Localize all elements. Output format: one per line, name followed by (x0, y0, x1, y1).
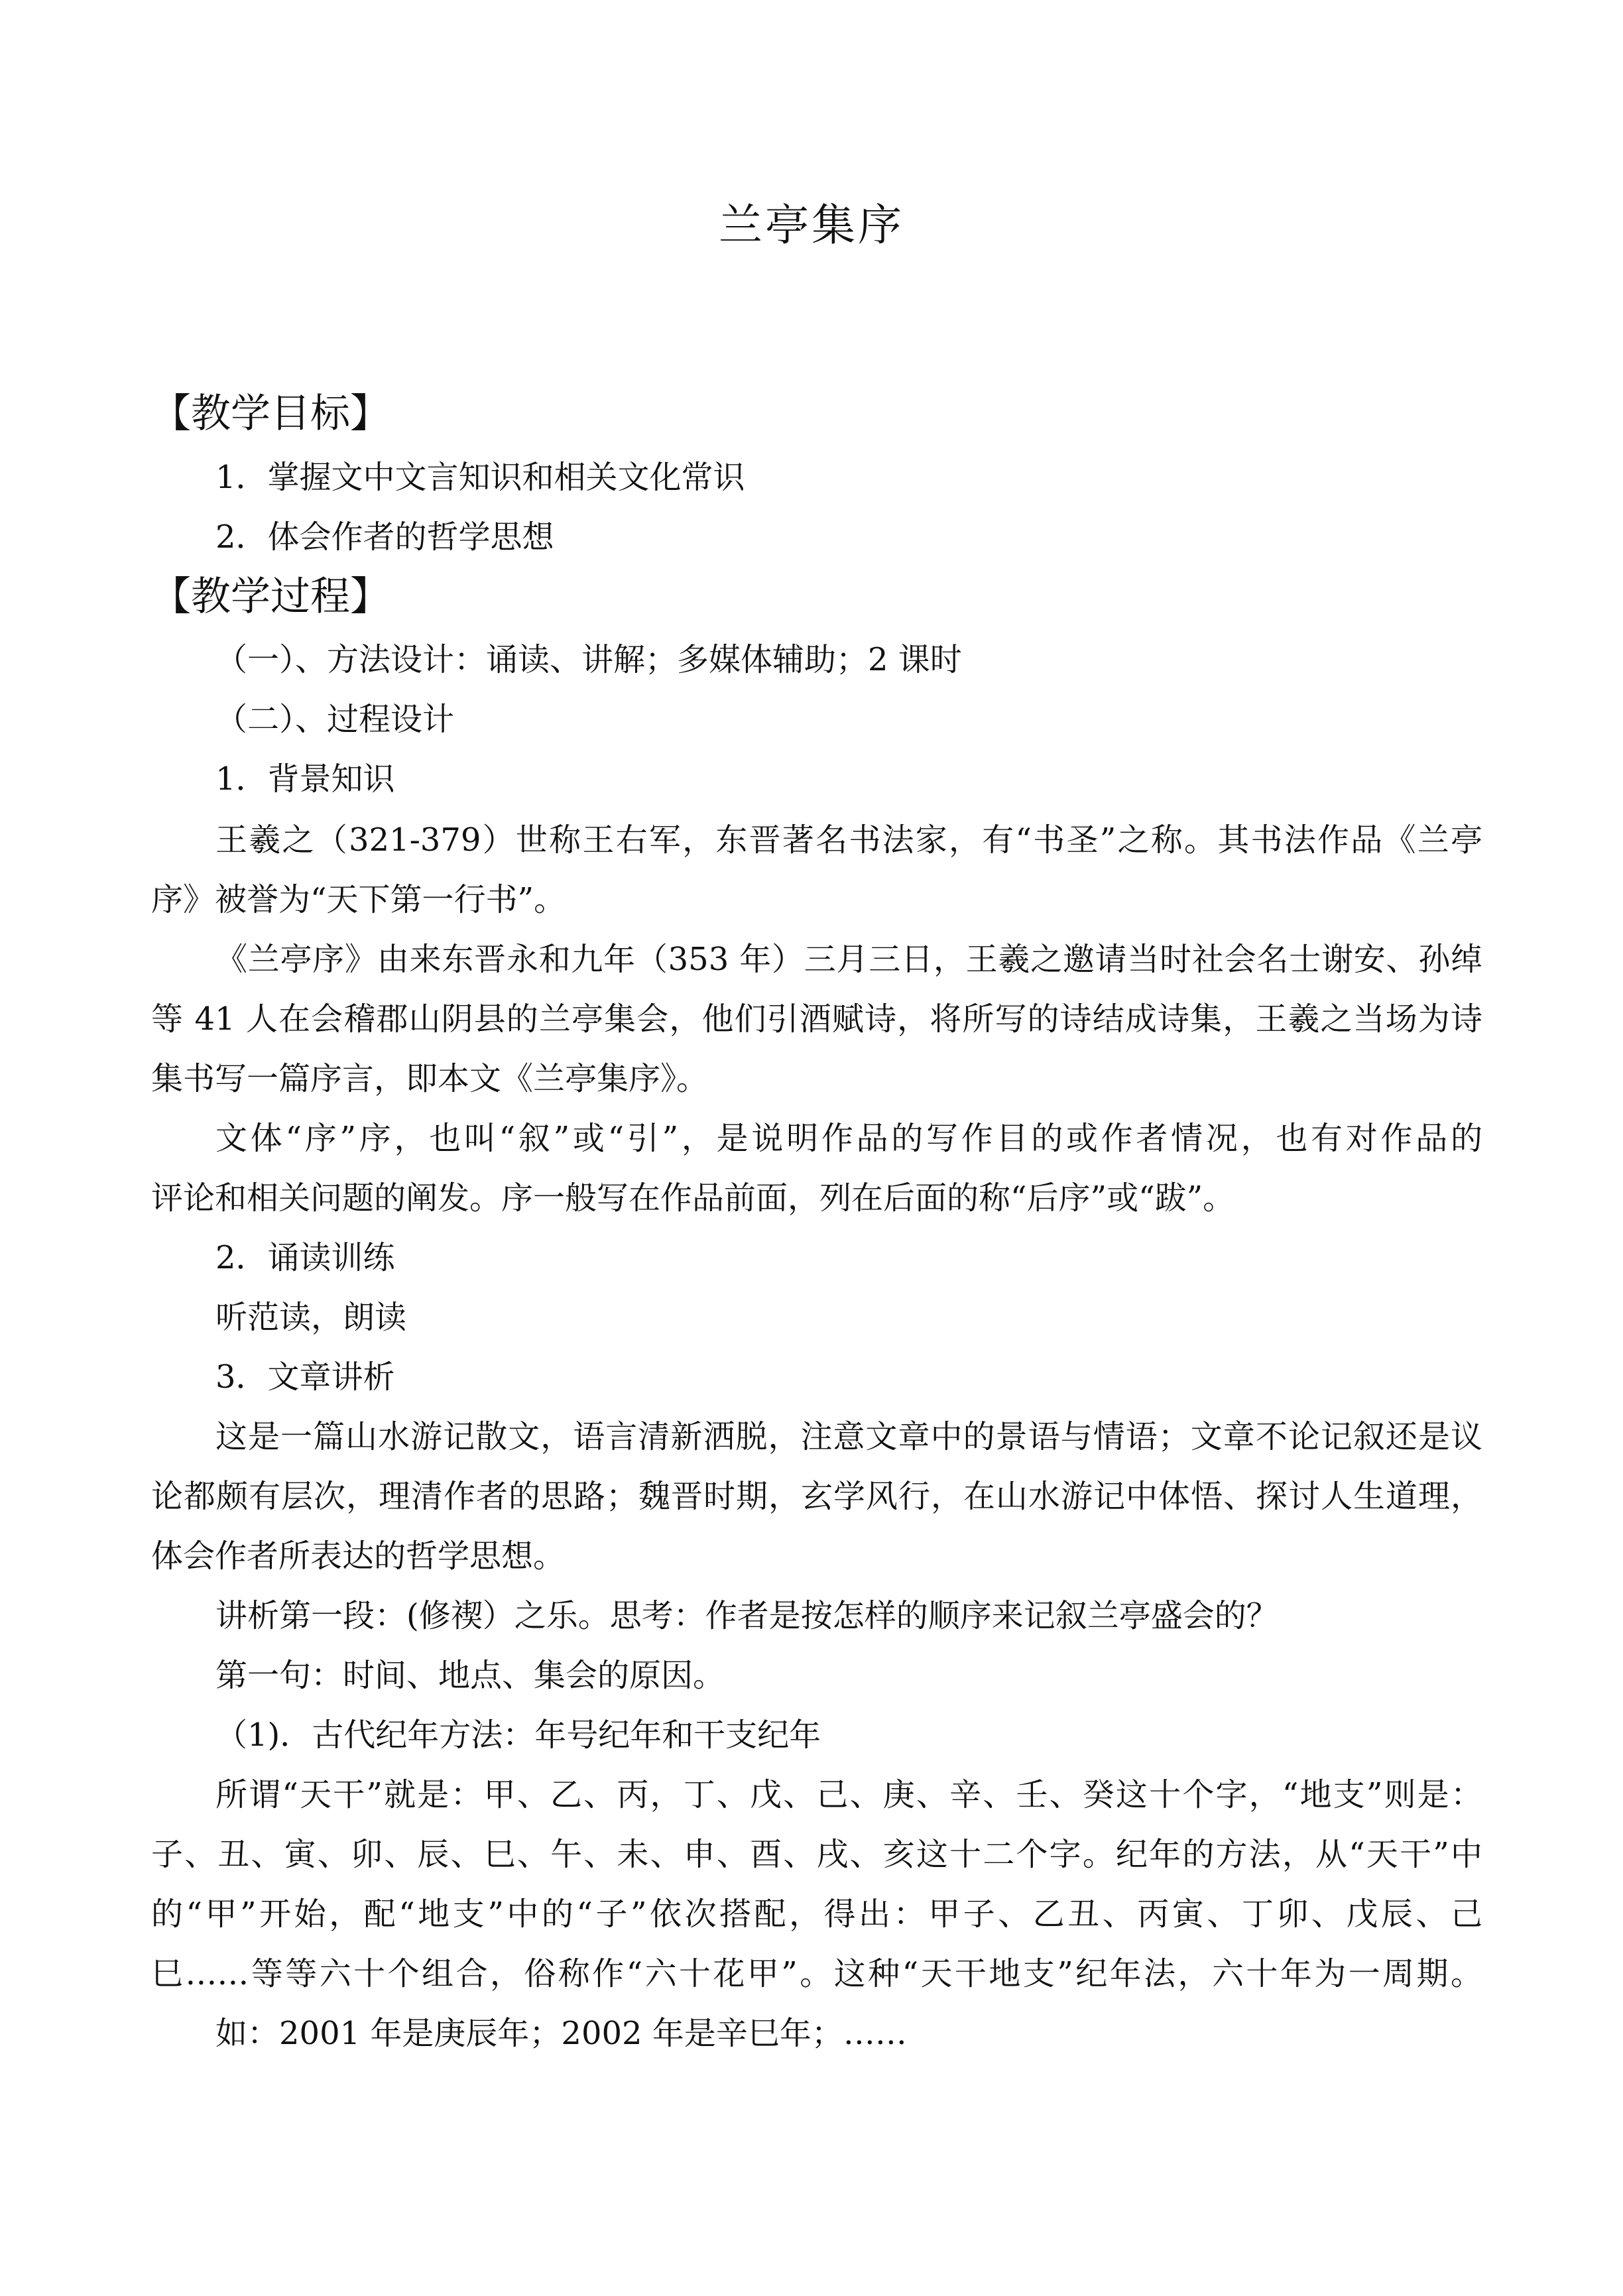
paragraph1-analysis: 讲析第一段：(修禊）之乐。思考：作者是按怎样的顺序来记叙兰亭盛会的？ (215, 1597, 1278, 1634)
background-p2-line-2: 等 41 人在会稽郡山阴县的兰亭集会，他们引酒赋诗，将所写的诗结成诗集，王羲之当场为诗 (151, 1000, 1482, 1038)
background-p1-line-2: 序》被誉为“天下第一行书”。 (151, 881, 566, 918)
calendar-p-line-3: 的“甲”开始，配“地支”中的“子”依次搭配，得出：甲子、乙丑、丙寅、丁卯、戊辰、己 (151, 1896, 1482, 1933)
goal-item-2: 2．体会作者的哲学思想 (215, 518, 554, 556)
page-title: 兰亭集序 (719, 200, 904, 251)
background-p1-line-1: 王羲之（321-379）世称王右军，东晋著名书法家，有“书圣”之称。其书法作品《兰亭 (215, 821, 1482, 859)
analysis-title: 3．文章讲析 (215, 1359, 395, 1396)
reading-title: 2．诵读训练 (215, 1239, 395, 1276)
analysis-p1-line-2: 论都颇有层次，理清作者的思路；魏晋时期，玄学风行，在山水游记中体悟、探讨人生道理， (151, 1478, 1482, 1515)
reading-text: 听范读，朗读 (215, 1299, 407, 1336)
calendar-title: （1)．古代纪年方法：年号纪年和干支纪年 (215, 1717, 821, 1754)
background-title: 1．背景知识 (215, 760, 395, 798)
calendar-p-line-1: 所谓“天干”就是：甲、乙、丙，丁、戊、己、庚、辛、壬、癸这十个字，“地支”则是： (215, 1776, 1482, 1813)
method-line: （一）、方法设计：诵读、讲解；多媒体辅助；2 课时 (215, 641, 962, 678)
goal-item-1: 1．掌握文中文言知识和相关文化常识 (215, 459, 745, 496)
example-line: 如：2001 年是庚辰年；2002 年是辛巳年；…… (215, 2015, 907, 2052)
background-p3-line-1: 文体“序”序，也叫“叙”或“引”，是说明作品的写作目的或作者情况，也有对作品的 (215, 1120, 1482, 1157)
background-p2-line-1: 《兰亭序》由来东晋永和九年（353 年）三月三日，王羲之邀请当时社会名士谢安、孙绰 (215, 941, 1482, 978)
calendar-p-line-4: 巳……等等六十个组合，俗称作“六十花甲”。这种“天干地支”纪年法，六十年为一周期。 (151, 1955, 1482, 1992)
section-heading-goals: 【教学目标】 (151, 391, 390, 437)
analysis-p1-line-1: 这是一篇山水游记散文，语言清新洒脱，注意文章中的景语与情语；文章不论记叙还是议 (215, 1418, 1482, 1455)
calendar-p-line-2: 子、丑、寅、卯、辰、巳、午、未、申、酉、戌、亥这十二个字。纪年的方法，从“天干”中 (151, 1836, 1482, 1873)
sentence1-analysis: 第一句：时间、地点、集会的原因。 (215, 1657, 725, 1694)
analysis-p1-line-3: 体会作者所表达的哲学思想。 (151, 1538, 566, 1575)
process-line: （二）、过程设计 (215, 701, 455, 738)
background-p2-line-3: 集书写一篇序言，即本文《兰亭集序》。 (151, 1060, 709, 1097)
background-p3-line-2: 评论和相关问题的阐发。序一般写在作品前面，列在后面的称“后序”或“跋”。 (151, 1179, 1235, 1217)
section-heading-process: 【教学过程】 (151, 574, 390, 620)
